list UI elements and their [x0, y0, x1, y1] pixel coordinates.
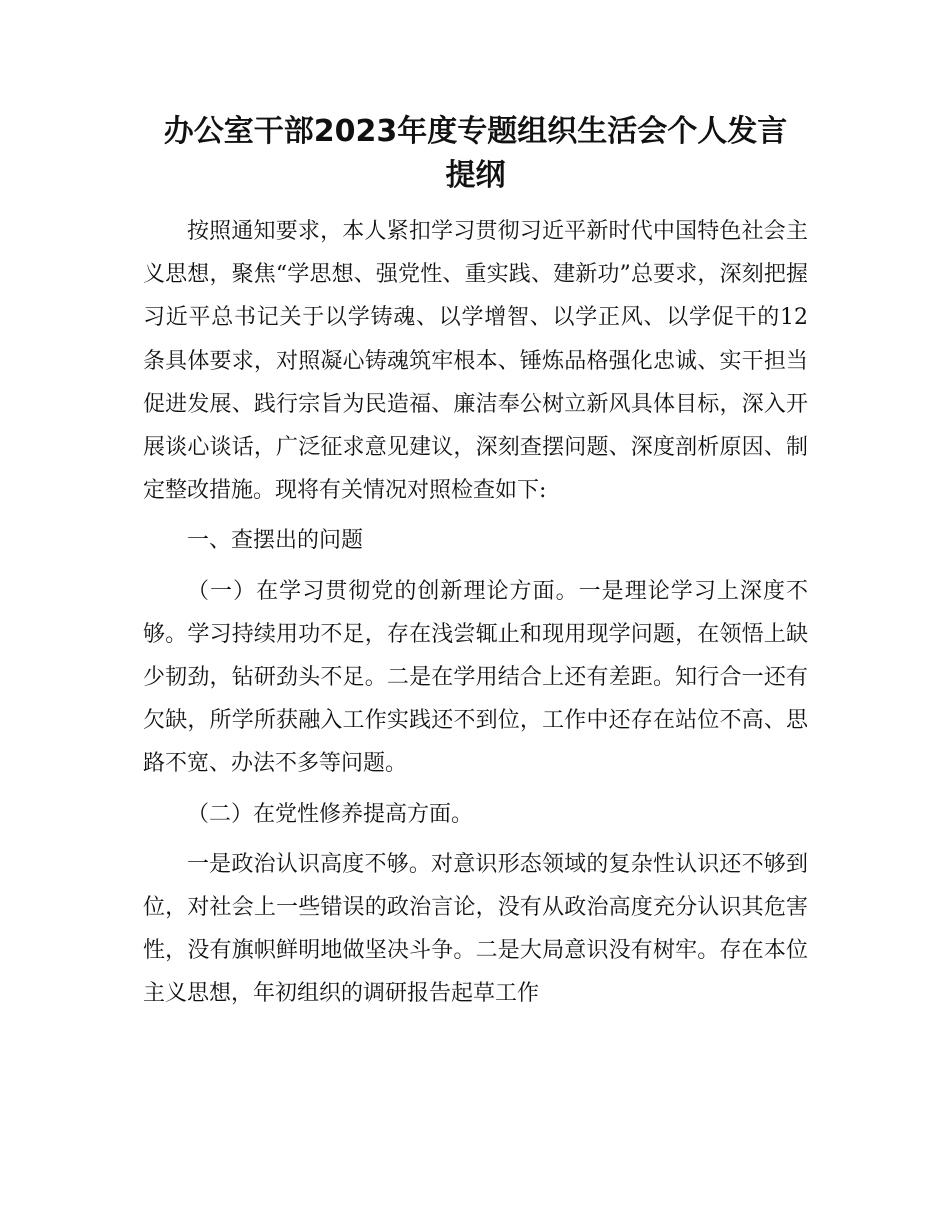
document-body — [143, 210, 808, 1016]
title-line-1: 办公室干部2023年度专题组织生活会个人发言 — [163, 114, 788, 149]
title-line-2: 提纲 — [445, 158, 506, 193]
subsection-party-heading: （二）在党性修养提高方面。 — [187, 801, 474, 827]
section-heading-problems: 一、查摆出的问题 — [187, 528, 364, 554]
party-cultivation-paragraph: 一是政治认识高度不够。对意识形态领域的复杂性认识还不够到位，对社会上一些错误的政治言论，没有从政治高度充分认识其危害性，没有旗帜鲜明地做坚决斗争。二是大局意识没有树牢。存在本位主义思想，年初组织的调研报告起草工作 — [143, 851, 808, 1007]
intro-paragraph: 按照通知要求，本人紧扣学习贯彻习近平新时代中国特色社会主义思想，聚焦“学思想、强党性、重实践、建新功”总要求，深刻把握习近平总书记关于以学铸魂、以学增智、以学正风、以学促干的12条具体要求，对照凝心铸魂筑牢根本、锤炼品格强化忠诚、实干担当促进发展、践行宗旨为民造福、廉洁奉公树立新风具体目标，深入开展谈心谈话，广泛征求意见建议，深刻查摆问题、深度剖析原因、制定整改措施。现将有关情况对照检查如下: — [143, 219, 808, 504]
document-title — [143, 110, 808, 198]
document-content — [143, 110, 808, 1016]
subsection-theory-paragraph: （一）在学习贯彻党的创新理论方面。一是理论学习上深度不够。学习持续用功不足，存在浅尝辄止和现用现学问题，在领悟上缺少韧劲，钻研劲头不足。二是在学用结合上还有差距。知行合一还有欠缺，所学所获融入工作实践还不到位，工作中还存在站位不高、思路不宽、办法不多等问题。 — [143, 578, 808, 777]
